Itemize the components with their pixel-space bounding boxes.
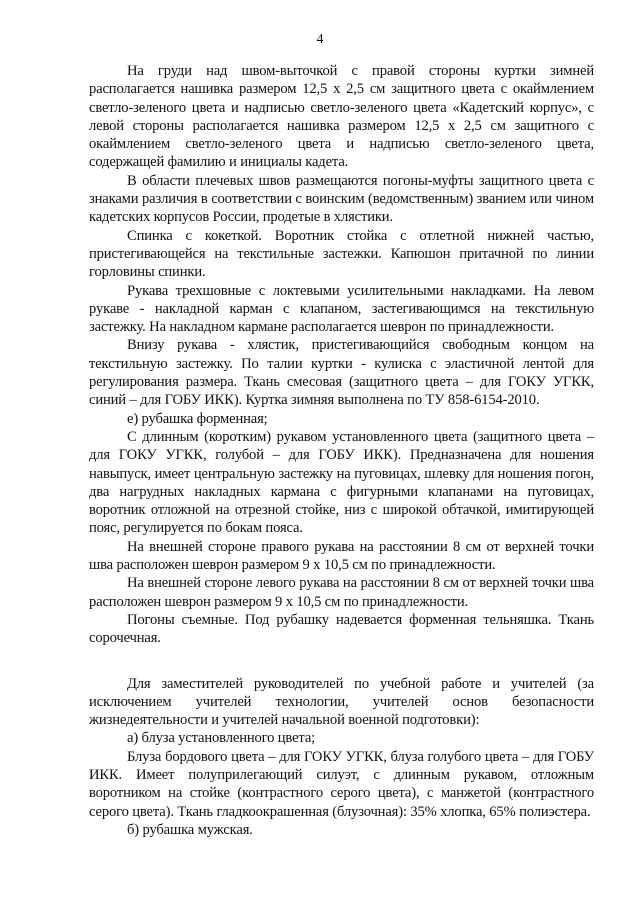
paragraph-sleeve-bottom-fabric: Внизу рукава - хлястик, пристегивающийся свободным концом на текстильную застежку. По талии куртки - кулиска с эластичной лентой для регулирования размера. Ткань смесовая (защитного цвета – для ГОКУ УГКК, синий – для ГОБУ ИКК). Куртка зимняя выполнена по ТУ 858-6154-2010. (89, 337, 594, 409)
paragraph-right-sleeve-chevron: На внешней стороне правого рукава на расстоянии 8 см от верхней точки шва расположен шеврон размером 9 х 10,5 см по принадлежности. (89, 538, 594, 574)
paragraph-left-sleeve-chevron: На внешней стороне левого рукава на расстоянии 8 см от верхней точки шва расположен шеврон размером 9 х 10,5 см по принадлежности. (89, 575, 594, 610)
item-e-shirt-heading: е) рубашка форменная; (127, 410, 268, 427)
paragraph-epaulettes-fabric: Погоны съемные. Под рубашку надевается форменная тельняшка. Ткань сорочечная. (89, 611, 594, 647)
item-a-blouse-heading: а) блуза установленного цвета; (127, 730, 316, 747)
paragraph-chest-patches: На груди над швом-выточкой с правой стороны куртки зимней располагается нашивка размером 12,5 х 2,5 см защитного цвета с окаймлением светло-зеленого цвета и надписью светло-зеленого цвета «Кадетский корпус», с левой стороны располагается нашивка размером 12,5 х 2,5 см защитного с окаймлением светло-зеленого цвета и надписью светло-зеленого цвета, содержащей фамилию и инициалы кадета. (89, 63, 594, 171)
paragraph-sleeves: Рукава трехшовные с локтевыми усилительными накладками. На левом рукаве - накладной карман с клапаном, застегивающимся на текстильную застежку. На накладном кармане располагается шеврон по принадлежности. (89, 282, 594, 336)
paragraph-back-collar: Спинка с кокеткой. Воротник стойка с отлетной нижней частью, пристегивающейся на текстильные застежки. Капюшон притачной по линии горловины спинки. (89, 227, 594, 281)
paragraph-shirt-description: С длинным (коротким) рукавом установленного цвета (защитного цвета – для ГОКУ УГКК, голубой – для ГОБУ ИКК). Предназначена для ношения навыпуск, имеет центральную застежку на пуговицах, шлевку для ношения погон, два нагрудных накладных кармана с фигурными клапанами на пуговицах, воротник отложной на отрезной стойке, низ с широкой обтачкой, имитирующей пояс, регулируется по бокам пояса. (89, 428, 594, 537)
section-spacer (89, 648, 594, 675)
paragraph-deputies-teachers-intro: Для заместителей руководителей по учебной работе и учителей (за исключением учителей технологии, учителей основ безопасности жизнедеятельности и учителей начальной военной подготовки): (89, 675, 594, 729)
item-b-mens-shirt-heading: б) рубашка мужская. (127, 821, 253, 838)
paragraph-shoulder-straps: В области плечевых швов размещаются погоны-муфты защитного цвета с знаками различия в соответствии с воинским (ведомственным) званием или чином кадетских корпусов России, продетые в хлястики. (89, 172, 594, 226)
document-body (89, 62, 594, 839)
page-number: 4 (316, 32, 324, 47)
paragraph-blouse-description: Блуза бордового цвета – для ГОКУ УГКК, блуза голубого цвета – для ГОБУ ИКК. Имеет полуприлегающий силуэт, с длинным рукавом, отложным воротником на стойке (контрастного серого цвета), с манжетой (контрастного серого цвета). Ткань гладкоокрашенная (блузочная): 35% хлопка, 65% полиэстера. (89, 748, 594, 820)
